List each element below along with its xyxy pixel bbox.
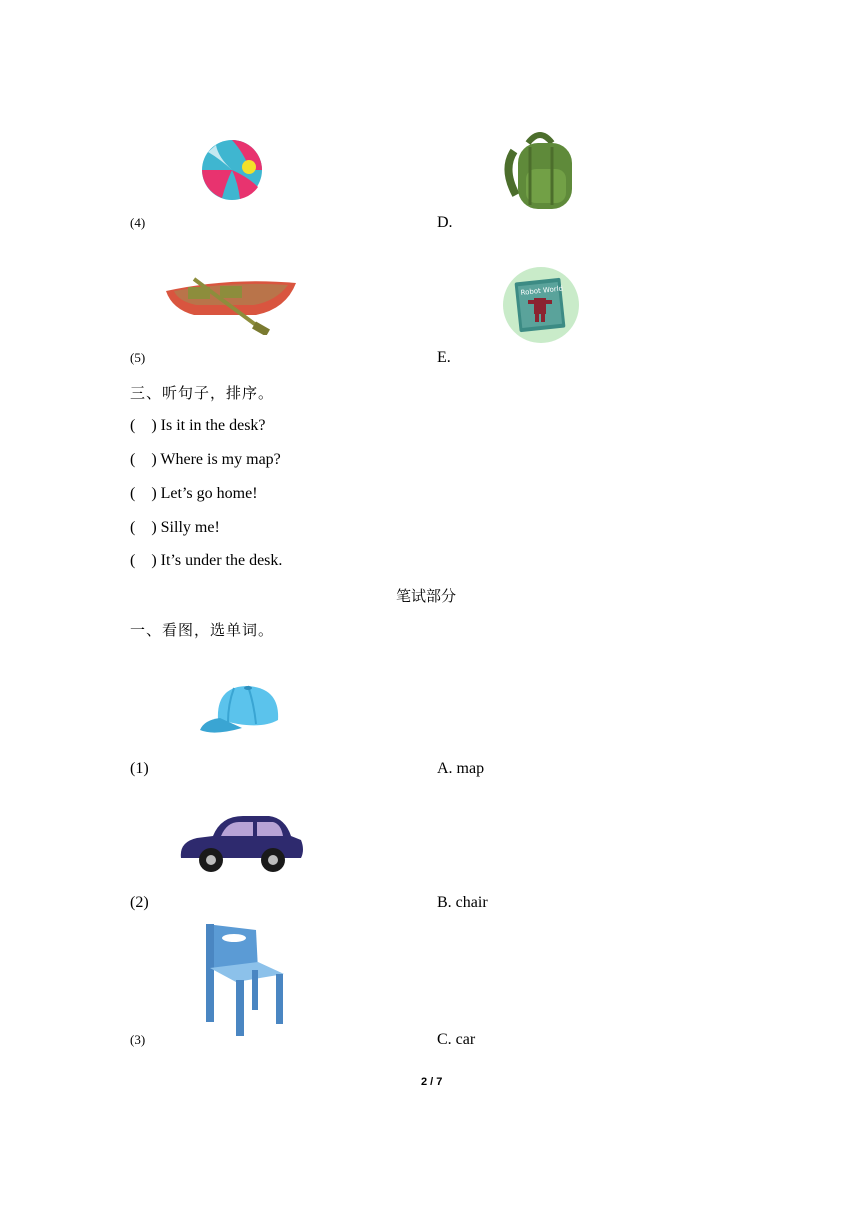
written-item-number-1: (1) (130, 760, 149, 777)
cap-image (198, 684, 282, 740)
car-image (177, 812, 305, 878)
beach-ball-image (200, 137, 264, 203)
option-B: B. chair (437, 894, 488, 911)
written-item-number-2: (2) (130, 894, 149, 911)
sentence-2: ( ) Where is my map? (130, 451, 281, 468)
sentence-3: ( ) Let’s go home! (130, 485, 258, 502)
item-number-4: (4) (130, 215, 146, 230)
sentence-5: ( ) It’s under the desk. (130, 552, 283, 569)
chair-image (202, 922, 286, 1038)
written-part-title: 笔试部分 (396, 587, 457, 605)
item-number-5: (5) (130, 350, 146, 365)
written-section1-title: 一、看图，选单词。 (130, 621, 275, 639)
option-C: C. car (437, 1031, 476, 1048)
sentence-1: ( ) Is it in the desk? (130, 417, 266, 434)
section3-title: 三、听句子，排序。 (130, 384, 275, 402)
written-item-number-3: (3) (130, 1032, 146, 1047)
book-image (502, 266, 580, 344)
option-A: A. map (437, 760, 485, 777)
option-E: E. (437, 349, 451, 366)
backpack-image (500, 129, 580, 211)
option-D: D. (437, 214, 453, 231)
sentence-4: ( ) Silly me! (130, 519, 220, 536)
boat-image (164, 271, 298, 335)
page-number: 2 / 7 (421, 1076, 443, 1088)
book-cover-title: Robot World (520, 284, 564, 297)
